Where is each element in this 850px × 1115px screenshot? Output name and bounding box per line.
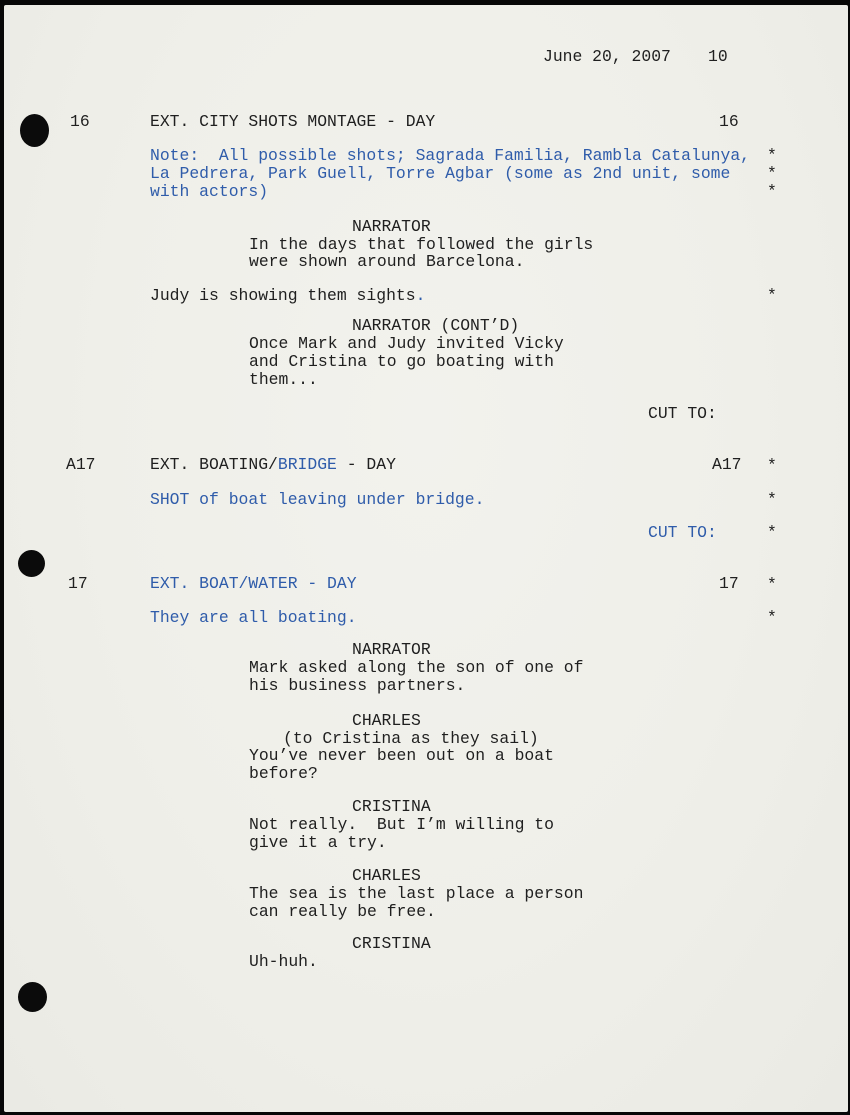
revision-asterisk: *: [767, 575, 777, 594]
revision-asterisk: *: [767, 146, 777, 165]
parenthetical-line: (to Cristina as they sail): [283, 729, 539, 748]
dialogue-line: Mark asked along the son of one of: [249, 658, 584, 677]
hole-punch-middle: [18, 550, 45, 577]
revision-period: .: [415, 286, 426, 305]
character-cue-narrator-contd: NARRATOR (CONT’D): [352, 316, 520, 335]
character-cue-charles: CHARLES: [352, 866, 421, 885]
revision-asterisk: *: [767, 490, 777, 509]
action-line-shot: SHOT of boat leaving under bridge.: [150, 490, 485, 509]
hole-punch-bottom: [18, 982, 47, 1012]
revision-asterisk: *: [767, 182, 777, 201]
header-page-number: 10: [708, 47, 728, 66]
hole-punch-top: [20, 114, 49, 147]
character-cue-cristina: CRISTINA: [352, 934, 431, 953]
dialogue-line: give it a try.: [249, 833, 387, 852]
scene-a17-number-left: A17: [66, 455, 96, 474]
dialogue-line: his business partners.: [249, 676, 466, 695]
revision-asterisk: *: [767, 164, 777, 183]
dialogue-line: before?: [249, 764, 318, 783]
action-line-boating: They are all boating.: [150, 608, 357, 627]
dialogue-line: Uh-huh.: [249, 952, 318, 971]
scene-17-heading: EXT. BOAT/WATER - DAY: [150, 574, 357, 593]
scene-16-heading: EXT. CITY SHOTS MONTAGE - DAY: [150, 112, 436, 131]
action-line-judy: [150, 286, 425, 305]
scene-a17-heading: [150, 455, 396, 474]
dialogue-line: In the days that followed the girls: [249, 235, 594, 254]
header-date: June 20, 2007: [543, 47, 671, 66]
scene-16-number-left: 16: [70, 112, 90, 131]
scene-17-number-right: 17: [719, 574, 739, 593]
character-cue-cristina: CRISTINA: [352, 797, 431, 816]
dialogue-line: and Cristina to go boating with: [249, 352, 554, 371]
revision-note-line-3: with actors): [150, 182, 269, 201]
dialogue-line: Not really. But I’m willing to: [249, 815, 554, 834]
transition-cut-to: CUT TO:: [648, 404, 717, 423]
revision-note-line-2: La Pedrera, Park Guell, Torre Agbar (some as 2nd unit, some: [150, 164, 731, 183]
heading-text: EXT. BOATING/: [150, 455, 278, 474]
dialogue-line: You’ve never been out on a boat: [249, 746, 554, 765]
revision-asterisk: *: [767, 456, 777, 475]
revision-asterisk: *: [767, 608, 777, 627]
action-text: Judy is showing them sights: [150, 286, 416, 305]
character-cue-narrator: NARRATOR: [352, 640, 431, 659]
heading-text: - DAY: [336, 455, 396, 474]
character-cue-charles: CHARLES: [352, 711, 421, 730]
revision-asterisk: *: [767, 523, 777, 542]
scene-16-number-right: 16: [719, 112, 739, 131]
revision-asterisk: *: [767, 286, 777, 305]
scene-a17-number-right: A17: [712, 455, 742, 474]
dialogue-line: can really be free.: [249, 902, 436, 921]
character-cue-narrator: NARRATOR: [352, 217, 431, 236]
heading-revision-text: BRIDGE: [277, 455, 337, 474]
dialogue-line: The sea is the last place a person: [249, 884, 584, 903]
revision-note-line-1: Note: All possible shots; Sagrada Familia, Rambla Catalunya,: [150, 146, 750, 165]
dialogue-line: were shown around Barcelona.: [249, 252, 525, 271]
transition-cut-to-revised: CUT TO:: [648, 523, 717, 542]
dialogue-line: them...: [249, 370, 318, 389]
dialogue-line: Once Mark and Judy invited Vicky: [249, 334, 564, 353]
scene-17-number-left: 17: [68, 574, 88, 593]
